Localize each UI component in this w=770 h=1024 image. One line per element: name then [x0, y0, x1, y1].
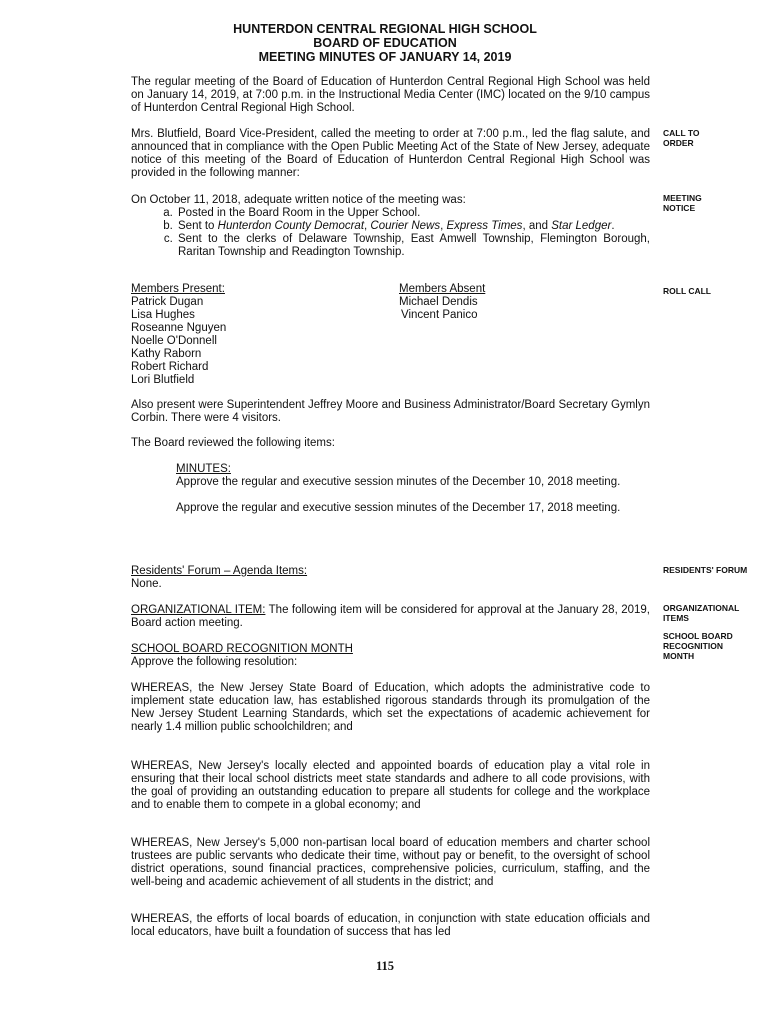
page-number: 115	[375, 959, 395, 973]
residents-forum-heading: Residents' Forum – Agenda Items:	[131, 565, 308, 577]
meeting-notice-section	[131, 194, 650, 259]
list-item: Robert Richard	[131, 361, 209, 373]
roll-call-section	[131, 283, 650, 387]
meeting-notice-list	[131, 207, 650, 259]
document-header	[0, 22, 770, 64]
members-present-heading: Members Present:	[131, 283, 225, 295]
margin-note-roll-call: ROLL CALL	[663, 286, 712, 296]
call-to-order-paragraph: Mrs. Blutfield, Board Vice-President, called the meeting to order at 7:00 p.m., led the flag salute, and announced that in compliance with the Open Public Meeting Act of the State of New Jersey, adequate notice of this meeting of the Board of Education of Hunterdon Central Regional High School was provided in the following manner:	[131, 128, 650, 179]
margin-note-residents-forum: RESIDENTS' FORUM	[663, 565, 748, 575]
margin-note-organizational-items: ORGANIZATIONAL ITEMS	[663, 603, 740, 623]
whereas-paragraph-1: WHEREAS, the New Jersey State Board of Education, which adopts the administrative code to implement state education law, has established rigorous standards through its promulgation of the New Jersey Student Learning Standards, which set the expectations of academic achievement for nearly 1.4 million public schoolchildren; and	[131, 682, 650, 733]
list-item: c. Sent to the clerks of Delaware Township, East Amwell Township, Flemington Borough, Raritan Township and Readington Township.	[176, 233, 650, 259]
header-board: BOARD OF EDUCATION	[313, 36, 457, 50]
minutes-heading: MINUTES:	[176, 463, 231, 475]
residents-forum-text: None.	[131, 578, 162, 590]
list-item: b. Sent to Hunterdon County Democrat, Courier News, Express Times, and Star Ledger.	[176, 220, 650, 233]
margin-note-recognition-month: SCHOOL BOARD RECOGNITION MONTH	[663, 631, 733, 661]
list-item: Noelle O'Donnell	[131, 335, 217, 347]
list-item: Lori Blutfield	[131, 374, 195, 386]
list-item: Kathy Raborn	[131, 348, 202, 360]
intro-paragraph: The regular meeting of the Board of Education of Hunterdon Central Regional High School was held on January 14, 2019, at 7:00 p.m. in the Instructional Media Center (IMC) located on the 9/10 campus of Hunterdon Central Regional High School.	[131, 76, 650, 114]
members-present-column	[131, 283, 226, 387]
header-school-name: HUNTERDON CENTRAL REGIONAL HIGH SCHOOL	[233, 22, 537, 36]
whereas-paragraph-2: WHEREAS, New Jersey's locally elected and appointed boards of education play a vital role in ensuring that their local school districts meet state standards and adhere to all code provisions, with the goal of providing an outstanding education to prepare all students for college and the workplace and to enable them to compete in a global economy; and	[131, 760, 650, 811]
minutes-item-1: Approve the regular and executive session minutes of the December 10, 2018 meeting.	[176, 476, 621, 488]
reviewed-paragraph: The Board reviewed the following items:	[131, 437, 335, 449]
whereas-paragraph-3: WHEREAS, New Jersey's 5,000 non-partisan local board of education members and charter school trustees are public servants who dedicate their time, without pay or benefit, to the oversight of school district operations, sound financial practices, comprehensive policies, curriculum, staffing, and the well-being and academic achievement of all students in the district; and	[131, 837, 650, 888]
recognition-text: Approve the following resolution:	[131, 656, 298, 668]
margin-note-call-to-order: CALL TO ORDER	[663, 128, 700, 148]
list-item: Michael Dendis	[399, 296, 478, 308]
whereas-paragraph-4: WHEREAS, the efforts of local boards of education, in conjunction with state education officials and local educators, have built a foundation of success that has led	[131, 913, 650, 938]
list-item: Patrick Dugan	[131, 296, 204, 308]
organizational-item-paragraph: ORGANIZATIONAL ITEM: The following item will be considered for approval at the January 28, 2019, Board action meeting.	[131, 604, 650, 629]
members-absent-heading: Members Absent	[399, 283, 486, 295]
margin-note-meeting-notice: MEETING NOTICE	[663, 193, 702, 213]
minutes-item-2: Approve the regular and executive session minutes of the December 17, 2018 meeting.	[176, 502, 621, 514]
list-item: Vincent Panico	[401, 309, 478, 321]
meeting-notice-lead: On October 11, 2018, adequate written notice of the meeting was:	[131, 194, 466, 206]
also-present-paragraph: Also present were Superintendent Jeffrey Moore and Business Administrator/Board Secretary Gymlyn Corbin. There were 4 visitors.	[131, 399, 650, 424]
list-item: Roseanne Nguyen	[131, 322, 227, 334]
members-absent-column	[399, 283, 485, 322]
recognition-heading: SCHOOL BOARD RECOGNITION MONTH	[131, 643, 353, 655]
recognition-section	[131, 643, 650, 669]
list-item: a. Posted in the Board Room in the Upper School.	[176, 207, 650, 220]
minutes-section	[131, 463, 650, 515]
list-item: Lisa Hughes	[131, 309, 195, 321]
header-meeting-title: MEETING MINUTES OF JANUARY 14, 2019	[258, 50, 512, 64]
residents-forum-section	[131, 565, 650, 591]
